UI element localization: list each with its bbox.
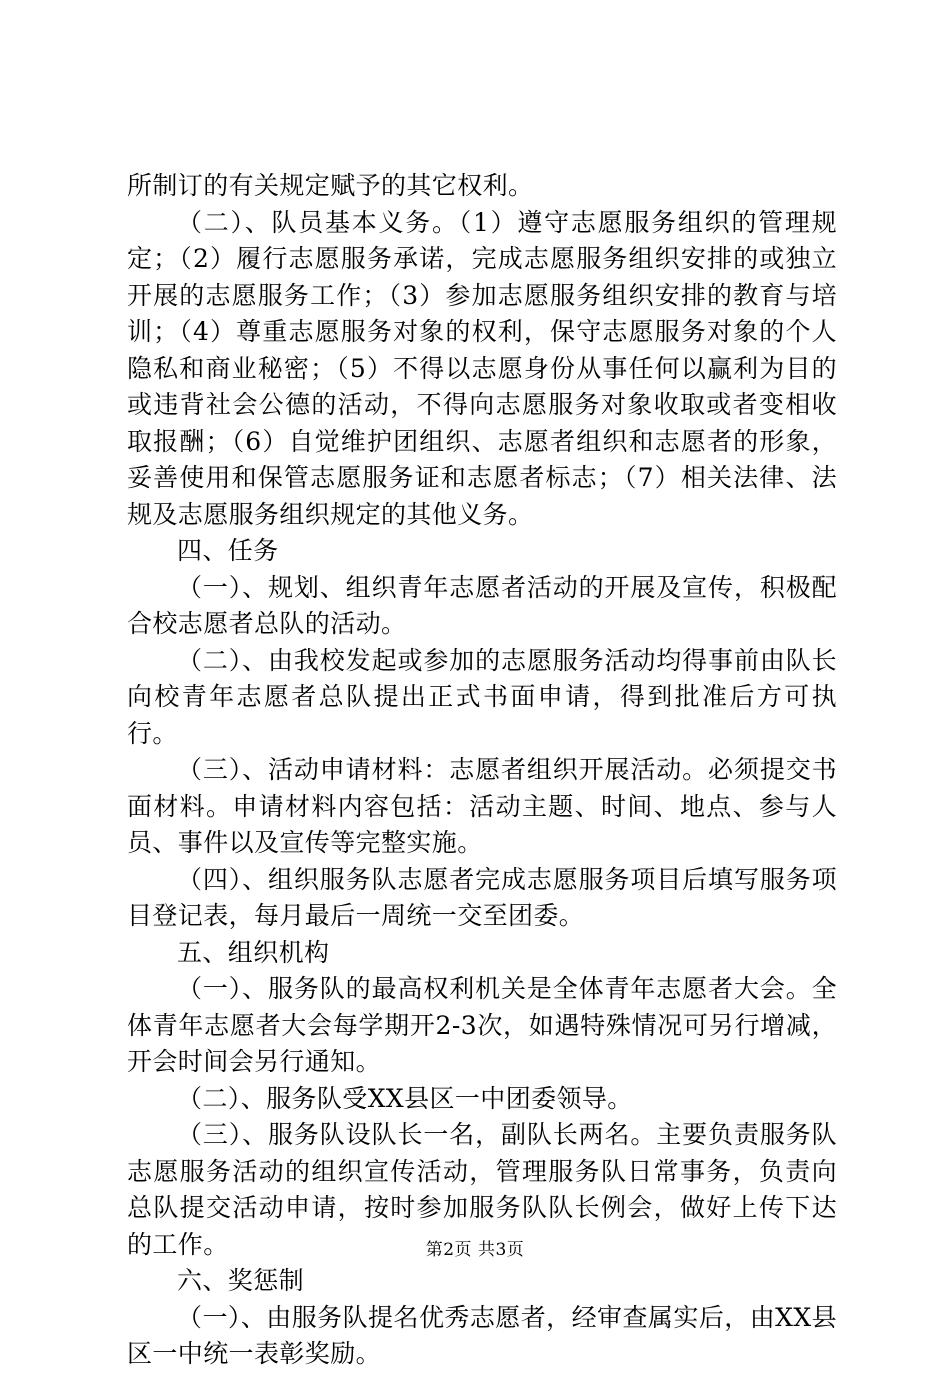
paragraph-member-duties: （二）、队员基本义务。（1）遵守志愿服务组织的管理规定；（2）履行志愿服务承诺，完成志愿服务组织安排的或独立开展的志愿服务工作；（3）参加志愿服务组织安排的教育与培训；（4）尊重志愿服务对象的权利，保守志愿服务对象的个人隐私和商业秘密；（5）不得以志愿身份从事任何以赢利为目的或违背社会公德的活动，不得向志愿服务对象收取或者变相收取报酬；（6）自觉维护团组织、志愿者组织和志愿者的形象，妥善使用和保管志愿服务证和志愿者标志；（7）相关法律、法规及志愿服务组织规定的其他义务。 xyxy=(127,207,837,529)
section-heading-organization: 五、组织机构 xyxy=(177,937,330,967)
paragraph-rewards-1: （一）、由服务队提名优秀志愿者，经审查属实后，由XX县区一中统一表彰奖励。 xyxy=(127,1302,837,1368)
section-heading-rewards: 六、奖惩制 xyxy=(177,1266,305,1295)
paragraph-organization-3: （三）、服务队设队长一名，副队长两名。主要负责服务队志愿服务活动的组织宣传活动，管理服务队日常事务，负责向总队提交活动申请，按时参加服务队队长例会，做好上传下达的工作。 xyxy=(127,1120,837,1259)
document-body xyxy=(127,168,837,1373)
paragraph-task-2: （二）、由我校发起或参加的志愿服务活动均得事前由队长向校青年志愿者总队提出正式书面申请，得到批准后方可执行。 xyxy=(127,645,837,748)
paragraph-rights-continuation: 所制订的有关规定赋予的其它权利。 xyxy=(127,171,534,200)
paragraph-organization-2: （二）、服务队受XX县区一中团委领导。 xyxy=(177,1083,633,1113)
paragraph-task-3: （三）、活动申请材料：志愿者组织开展活动。必须提交书面材料。申请材料内容包括：活动主题、时间、地点、参与人员、事件以及宣传等完整实施。 xyxy=(127,755,837,857)
page-number-footer: 第2页 共3页 xyxy=(425,1240,525,1260)
paragraph-task-1: （一）、规划、组织青年志愿者活动的开展及宣传，积极配合校志愿者总队的活动。 xyxy=(127,572,837,638)
paragraph-organization-1: （一）、服务队的最高权利机关是全体青年志愿者大会。全体青年志愿者大会每学期开2-3次，如遇特殊情况可另行增减，开会时间会另行通知。 xyxy=(127,974,837,1076)
paragraph-task-4: （四）、组织服务队志愿者完成志愿服务项目后填写服务项目登记表，每月最后一周统一交至团委。 xyxy=(127,864,837,930)
section-heading-tasks: 四、任务 xyxy=(177,536,279,565)
